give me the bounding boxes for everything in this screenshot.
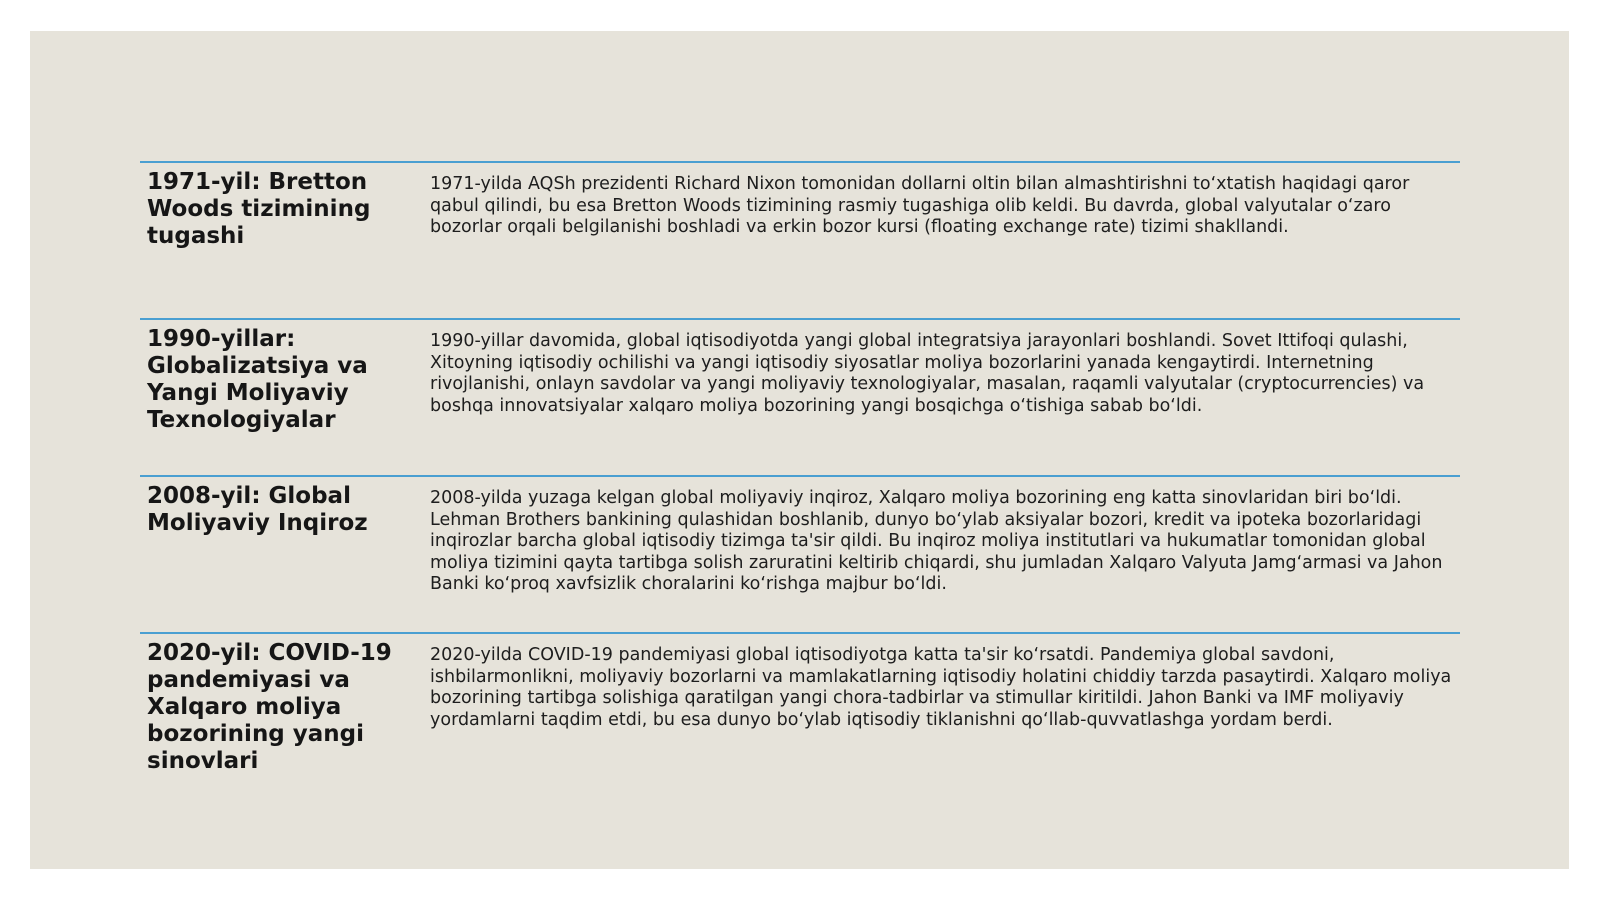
row-description: 2020-yilda COVID-19 pandemiyasi global iqtisodiyotga katta ta'sir ko‘rsatdi. Pandemiya global savdoni, ishbilarmonlikni, moliyaviy bozorlarni va mamlakatlarning iqtisodiy holatini chiddiy tarzda pasaytirdi. Xalqaro moliya bozorining tartibga solishiga qaratilgan yangi chora-tadbirlar va stimullar kiritildi. Jahon Banki va IMF moliyaviy yordamlarni taqdim etdi, bu esa dunyo bo‘ylab iqtisodiy tiklanishni qo‘llab-quvvatlashga yordam berdi. (430, 645, 1452, 730)
row-description: 2008-yilda yuzaga kelgan global moliyaviy inqiroz, Xalqaro moliya bozorining eng katta sinovlaridan biri bo‘ldi. Lehman Brothers bankining qulashidan boshlanib, dunyo bo‘ylab aksiyalar bozori, kredit va ipoteka bozorlaridagi inqirozlar barcha global iqtisodiy tizimga ta'sir qildi. Bu inqiroz moliya institutlari va hukumatlar tomonidan global moliya tizimini qayta tartibga solish zaruratini keltirib chiqardi, shu jumladan Xalqaro Valyuta Jamg‘armasi va Jahon Banki ko‘proq xavfsizlik choralarini ko‘rishga majbur bo‘ldi. (430, 488, 1443, 594)
slide (30, 31, 1569, 869)
row-title: 1971-yil: Bretton Woods tizimining tugashi (147, 169, 371, 249)
timeline-row (140, 161, 1460, 318)
timeline-row (140, 632, 1460, 789)
timeline-table (140, 161, 1460, 789)
row-title: 2020-yil: COVID-19 pandemiyasi va Xalqaro moliya bozorining yangi sinovlari (147, 640, 392, 774)
row-description: 1971-yilda AQSh prezidenti Richard Nixon tomonidan dollarni oltin bilan almashtirishni to‘xtatish haqidagi qaror qabul qilindi, bu esa Bretton Woods tizimining rasmiy tugashiga olib keldi. Bu davrda, global valyutalar o‘zaro bozorlar orqali belgilanishi boshladi va erkin bozor kursi (floating exchange rate) tizimi shakllandi. (430, 174, 1410, 237)
row-title: 1990-yillar: Globalizatsiya va Yangi Moliyaviy Texnologiyalar (147, 326, 368, 433)
timeline-row (140, 318, 1460, 475)
timeline-row (140, 475, 1460, 632)
row-description: 1990-yillar davomida, global iqtisodiyotda yangi global integratsiya jarayonlari boshlandi. Sovet Ittifoqi qulashi, Xitoyning iqtisodiy ochilishi va yangi iqtisodiy siyosatlar moliya bozorlarini yanada kengaytirdi. Internetning rivojlanishi, onlayn savdolar va yangi moliyaviy texnologiyalar, masalan, raqamli valyutalar (cryptocurrencies) va boshqa innovatsiyalar xalqaro moliya bozorining yangi bosqichga o‘tishiga sabab bo‘ldi. (430, 331, 1425, 416)
row-title: 2008-yil: Global Moliyaviy Inqiroz (147, 483, 368, 536)
